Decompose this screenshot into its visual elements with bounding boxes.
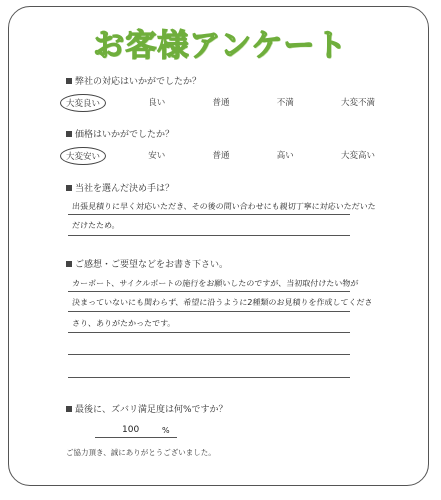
option-price-cheap[interactable]: 安い — [148, 151, 166, 161]
question-service-text: 弊社の対応はいかがでしたか？ — [75, 77, 202, 87]
answer-comments-line-3: さり、ありがたかったです。 — [71, 319, 176, 328]
square-bullet-icon — [66, 131, 72, 137]
square-bullet-icon — [66, 185, 72, 191]
satisfaction-unit: % — [162, 426, 170, 435]
option-service-very-poor[interactable]: 大変不満 — [340, 98, 375, 108]
question-satisfaction — [66, 402, 228, 415]
answer-line — [68, 311, 350, 312]
survey-title: お客様アンケート — [93, 28, 348, 64]
answer-line — [68, 214, 350, 215]
answer-line — [68, 291, 350, 292]
question-reason — [66, 181, 174, 194]
question-price — [66, 127, 174, 140]
options-price — [60, 147, 380, 165]
answer-comments-line-1: カーポート、サイクルポートの施行をお願いしたのですが、当初取付けたい物が — [71, 279, 359, 288]
question-satisfaction-text: 最後に、ズバリ満足度は何%ですか？ — [75, 405, 228, 415]
thank-you-note: ご協力頂き、誠にありがとうございました。 — [66, 448, 216, 457]
answer-line — [68, 332, 350, 333]
question-reason-text: 当社を選んだ決め手は？ — [75, 184, 175, 194]
square-bullet-icon — [66, 261, 72, 267]
option-service-poor[interactable]: 不満 — [276, 98, 294, 108]
answer-line — [68, 235, 350, 236]
question-service — [66, 74, 201, 87]
option-price-very-cheap[interactable]: 大変安い — [60, 147, 106, 165]
answer-reason-line-2: だけたため。 — [71, 221, 121, 230]
answer-line — [68, 377, 350, 378]
answer-line — [68, 354, 350, 355]
options-service — [60, 94, 380, 112]
question-price-text: 価格はいかがでしたか？ — [75, 130, 175, 140]
question-comments-text: ご感想・ご要望などをお書き下さい。 — [75, 260, 229, 270]
option-price-very-expensive[interactable]: 大変高い — [340, 151, 375, 161]
option-price-average[interactable]: 普通 — [212, 151, 230, 161]
option-price-expensive[interactable]: 高い — [276, 151, 294, 161]
square-bullet-icon — [66, 78, 72, 84]
answer-reason-line-1: 出張見積りに早く対応いただき、その後の問い合わせにも親切丁寧に対応いただいた — [71, 202, 377, 211]
option-service-good[interactable]: 良い — [148, 98, 166, 108]
option-service-very-good[interactable]: 大変良い — [60, 94, 106, 112]
option-service-average[interactable]: 普通 — [212, 98, 230, 108]
satisfaction-line — [95, 437, 177, 438]
square-bullet-icon — [66, 406, 72, 412]
satisfaction-value: 100 — [122, 425, 140, 435]
answer-comments-line-2: 決まっていないにも関わらず、希望に沿うように2種類のお見積りを作成してくださ — [71, 298, 373, 307]
question-comments — [66, 257, 228, 270]
